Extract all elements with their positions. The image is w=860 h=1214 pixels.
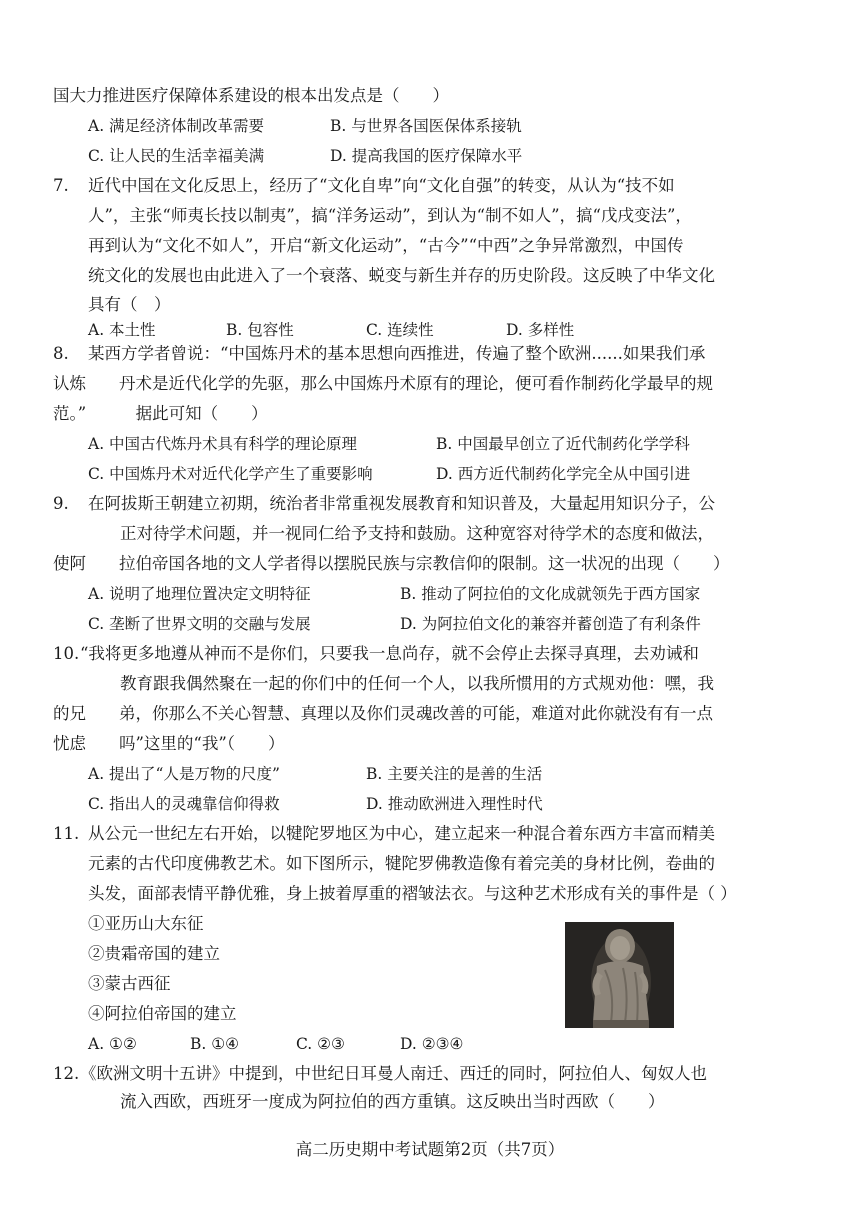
q11-stem-line: 从公元一世纪左右开始，以犍陀罗地区为中心，建立起来一种混合着东西方丰富而精美 <box>88 824 715 843</box>
q7-number: 7. <box>53 176 69 195</box>
q8-number: 8. <box>53 344 69 363</box>
q9-option-c: C. 垄断了世界文明的交融与发展 <box>88 615 311 633</box>
q11-stem-line: 元素的古代印度佛教艺术。如下图所示，犍陀罗佛教造像有着完美的身材比例，卷曲的 <box>88 854 715 873</box>
q11-stem-line: 头发，面部表情平静优雅，身上披着厚重的褶皱法衣。与这种艺术形成有关的事件是（ ） <box>88 884 737 903</box>
q11-number: 11. <box>53 824 80 843</box>
q6-option-d: D. 提高我国的医疗保障水平 <box>330 147 523 165</box>
q11-item: ①亚历山大东征 <box>88 914 204 933</box>
q10-stem-line: 的兄 弟，你那么不关心智慧、真理以及你们灵魂改善的可能，难道对此你就没有有一点 <box>53 704 713 723</box>
q12-stem-line: 《欧洲文明十五讲》中提到，中世纪日耳曼人南迁、西迁的同时，阿拉伯人、匈奴人也 <box>80 1064 707 1083</box>
gandhara-statue-image <box>565 922 674 1028</box>
page-footer: 高二历史期中考试题第2页（共7页） <box>295 1140 565 1159</box>
q11-option-b: B. ①④ <box>190 1035 240 1053</box>
q9-stem-line: 使阿 拉伯帝国各地的文人学者得以摆脱民族与宗教信仰的限制。这一状况的出现（ ） <box>53 554 730 573</box>
q7-stem-line: 人”，主张“师夷长技以制夷”，搞“洋务运动”，到认为“制不如人”，搞“戊戌变法”， <box>88 206 692 225</box>
q10-stem-line: “我将更多地遵从神而不是你们，只要我一息尚存，就不会停止去探寻真理，去劝诫和 <box>80 644 699 663</box>
q8-option-d: D. 西方近代制药化学完全从中国引进 <box>436 465 691 483</box>
q7-option-a: A. 本土性 <box>88 321 156 339</box>
q8-stem-line: 认炼 丹术是近代化学的先驱，那么中国炼丹术原有的理论，便可看作制药化学最早的规 <box>53 374 713 393</box>
q7-stem-line: 再到认为“文化不如人”，开启“新文化运动”，“古今”“中西”之争异常激烈，中国传 <box>88 236 684 255</box>
q9-stem-line: 在阿拔斯王朝建立初期，统治者非常重视发展教育和知识普及，大量起用知识分子，公 <box>88 494 715 513</box>
q6-option-c: C. 让人民的生活幸福美满 <box>88 147 265 165</box>
q9-option-a: A. 说明了地理位置决定文明特征 <box>88 585 311 603</box>
q8-option-a: A. 中国古代炼丹术具有科学的理论原理 <box>88 435 358 453</box>
q6-option-b: B. 与世界各国医保体系接轨 <box>330 117 522 135</box>
q10-number: 10. <box>53 644 80 663</box>
q9-option-d: D. 为阿拉伯文化的兼容并蓄创造了有利条件 <box>400 615 701 633</box>
q11-item: ②贵霜帝国的建立 <box>88 944 220 963</box>
q11-option-d: D. ②③④ <box>400 1035 464 1053</box>
q8-stem-line: 某西方学者曾说：“中国炼丹术的基本思想向西推进，传遍了整个欧洲......如果我们承 <box>88 344 706 363</box>
q6-stem-tail: 国大力推进医疗保障体系建设的根本出发点是（ ） <box>53 86 449 105</box>
q7-stem-line: 近代中国在文化反思上，经历了“文化自卑”向“文化自强”的转变，从认为“技不如 <box>88 176 675 195</box>
q7-stem-line: 具有（ ） <box>88 295 171 314</box>
q8-option-c: C. 中国炼丹术对近代化学产生了重要影响 <box>88 465 373 483</box>
q9-stem-line: 正对待学术问题，并一视同仁给予支持和鼓励。这种宽容对待学术的态度和做法， <box>120 524 714 543</box>
q7-option-c: C. 连续性 <box>366 321 434 339</box>
q10-stem-line: 忧虑 吗”这里的“我”（ ） <box>53 734 285 753</box>
q11-option-c: C. ②③ <box>296 1035 345 1053</box>
q12-number: 12. <box>53 1064 80 1083</box>
q12-stem-line: 流入西欧，西班牙一度成为阿拉伯的西方重镇。这反映出当时西欧（ ） <box>120 1092 665 1111</box>
q8-stem-line: 范。” 据此可知（ ） <box>53 404 268 423</box>
q10-option-a: A. 提出了“人是万物的尺度” <box>88 765 280 783</box>
q7-option-b: B. 包容性 <box>226 321 294 339</box>
q7-stem-line: 统文化的发展也由此进入了一个衰落、蜕变与新生并存的历史阶段。这反映了中华文化 <box>88 266 715 285</box>
q6-option-a: A. 满足经济体制改革需要 <box>88 117 265 135</box>
q10-option-b: B. 主要关注的是善的生活 <box>366 765 543 783</box>
q10-stem-line: 教育跟我偶然聚在一起的你们中的任何一个人，以我所惯用的方式规劝他：嘿，我 <box>120 674 714 693</box>
q10-option-d: D. 推动欧洲进入理性时代 <box>366 795 543 813</box>
q11-option-a: A. ①② <box>88 1035 137 1053</box>
q8-option-b: B. 中国最早创立了近代制药化学学科 <box>436 435 690 453</box>
q10-option-c: C. 指出人的灵魂靠信仰得救 <box>88 795 280 813</box>
q9-option-b: B. 推动了阿拉伯的文化成就领先于西方国家 <box>400 585 701 603</box>
q11-item: ③蒙古西征 <box>88 974 171 993</box>
q7-option-d: D. 多样性 <box>506 321 575 339</box>
q11-item: ④阿拉伯帝国的建立 <box>88 1004 237 1023</box>
q9-number: 9. <box>53 494 69 513</box>
